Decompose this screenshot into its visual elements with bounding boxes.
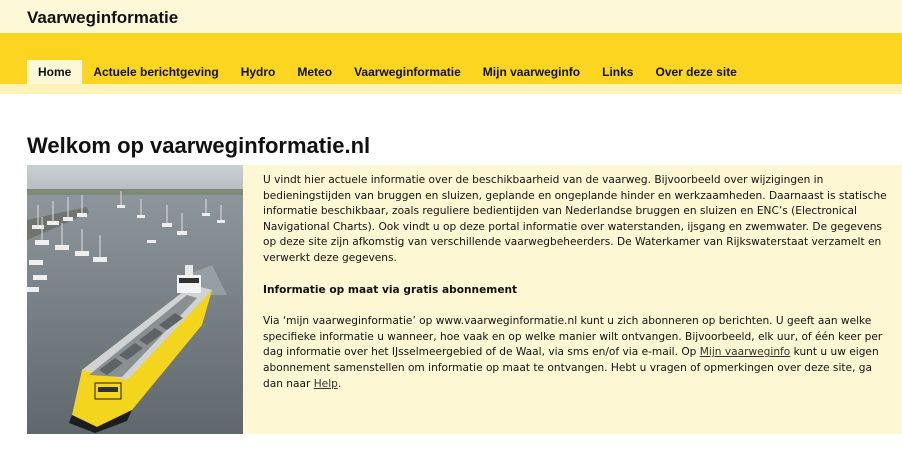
nav-item-actuele-berichtgeving[interactable]: Actuele berichtgeving: [93, 65, 219, 79]
nav-divider: [0, 84, 902, 94]
site-title: Vaarweginformatie: [27, 8, 179, 27]
nav-item-vaarweginformatie[interactable]: Vaarweginformatie: [354, 65, 461, 79]
top-bar: [0, 0, 902, 33]
nav-item-links[interactable]: Links: [602, 65, 634, 79]
content-text: [263, 173, 895, 392]
main-navigation: [27, 60, 748, 84]
nav-item-mijn-vaarweginfo[interactable]: Mijn vaarweginfo: [482, 65, 581, 79]
subscription-text-1: Via ‘mijn vaarweginformatie’ op www.vaarweginformatie.nl kunt u zich abonneren op berichten. U geeft aan welke specifieke informatie u wanneer, hoe vaak en op welke manier wilt ontvangen. Bijvoorbeeld, elk uur, of één keer per dag informatie over het IJsselmeergebied of de Waal, via sms en/of via e-mail. Op: [263, 315, 883, 359]
subscription-paragraph: [263, 314, 895, 392]
nav-item-hydro[interactable]: Hydro: [240, 65, 276, 79]
mijn-vaarweginfo-link[interactable]: Mijn vaarweginfo: [699, 346, 791, 359]
nav-item-home[interactable]: Home: [27, 60, 82, 84]
content-panel: [243, 165, 902, 434]
subscription-text-2: kunt u uw eigen abonnement samenstellen om informatie op maat te ontvangen. Hebt u vragen of opmerkingen over deze site, ga dan naar: [263, 346, 879, 390]
subscription-text-end: .: [337, 377, 342, 390]
help-link[interactable]: Help: [313, 377, 338, 390]
barge-illustration: [27, 165, 243, 434]
intro-paragraph: U vindt hier actuele informatie over de beschikbaarheid van de vaarweg. Bijvoorbeeld over wijzigingen in bedieningstijden van bruggen en sluizen, geplande en ongeplande hinder en werkzaamheden. Daarnaast is statische informatie beschikbaar, zoals reguliere bedientijden van Nederlandse bruggen en sluizen en ENC’s (Electronical Navigational Charts). Ook vindt u op deze portal informatie over waterstanden, ijsgang en zwemwater. De gegevens op deze site zijn afkomstig van verschillende vaarwegbeheerders. De Waterkamer van Rijkswaterstaat verzamelt en verwerkt deze gegevens.: [263, 174, 887, 264]
page-title: Welkom op vaarweginformatie.nl: [27, 133, 371, 158]
nav-item-meteo[interactable]: Meteo: [297, 65, 333, 79]
barge-photo: [27, 165, 243, 434]
nav-item-over-deze-site[interactable]: Over deze site: [655, 65, 737, 79]
subscription-heading: Informatie op maat via gratis abonnement: [263, 283, 518, 296]
